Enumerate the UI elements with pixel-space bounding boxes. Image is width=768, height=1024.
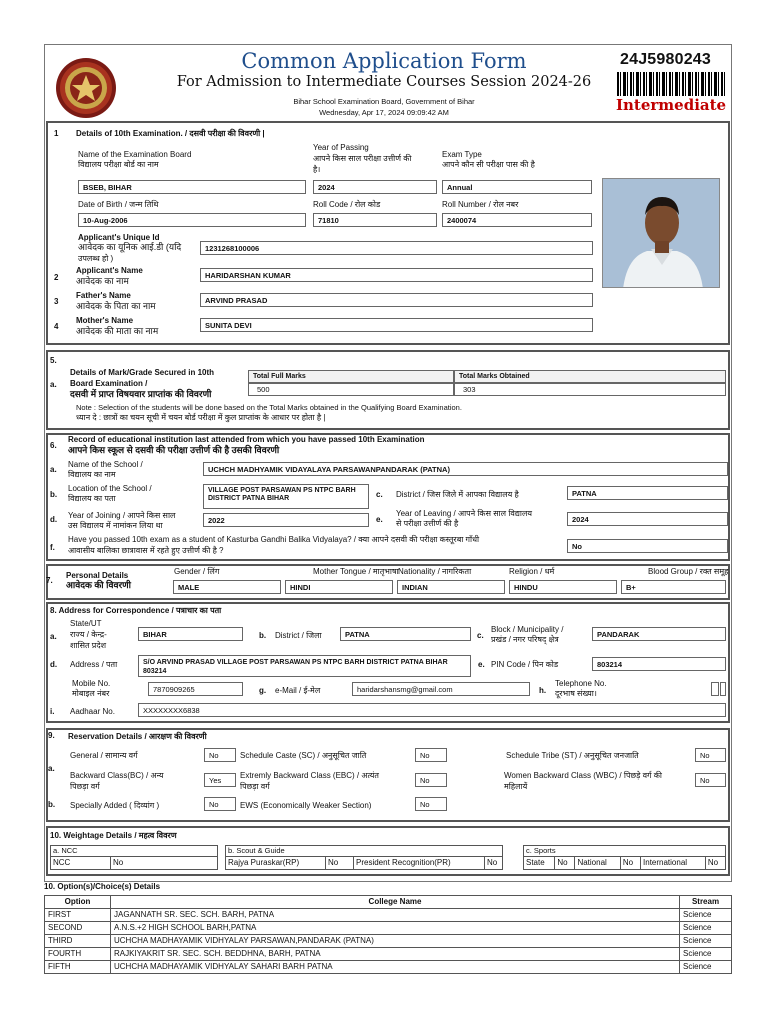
school-location-label: Location of the School / xyxy=(68,484,152,493)
state-field: BIHAR xyxy=(138,627,243,641)
row-letter: a. xyxy=(50,465,57,474)
row-letter: c. xyxy=(477,631,484,640)
year-leaving-label: Year of Leaving / आपने किस साल विद्यालय xyxy=(396,509,533,518)
mother-name-label: Mother's Name xyxy=(76,316,134,325)
address-field: S/O ARVIND PRASAD VILLAGE POST PARSAWAN PS NTPC BARH DISTRICT PATNA BIHAR 803214 xyxy=(138,655,471,677)
year-leaving-label-hi: से परीक्षा उत्तीर्ण की है xyxy=(396,519,459,528)
row-letter: a. xyxy=(50,632,57,641)
roll-number-label: Roll Number / रोल नबर xyxy=(442,200,519,209)
kgbv-field: No xyxy=(567,539,728,553)
block-field: PANDARAK xyxy=(592,627,726,641)
rajya-puraskar-value: No xyxy=(326,857,354,870)
religion-field: HINDU xyxy=(509,580,617,594)
state-label: State/UT xyxy=(70,619,102,628)
marks-label-hi: दसवी में प्राप्त विषयवार प्राप्तांक की विवरणी xyxy=(70,389,212,399)
wbc-label: Women Backward Class (WBC) / पिछड़े वर्ग की xyxy=(504,771,662,780)
row-letter: c. xyxy=(376,490,383,499)
sc-label: Schedule Caste (SC) / अनुसूचित जाति xyxy=(240,751,367,760)
stream-cell: Science xyxy=(680,909,732,922)
school-location-label-hi: विद्यालय का पता xyxy=(68,494,116,503)
general-field: No xyxy=(204,748,236,762)
table-row xyxy=(45,935,732,948)
college-col-header: College Name xyxy=(111,896,680,909)
telephone-label-hi: दूरभाष संख्या। xyxy=(555,689,597,698)
telephone-field xyxy=(711,682,719,696)
board-label-hi: विद्यालय परीक्षा बोर्ड का नाम xyxy=(78,160,159,169)
exam-type-field: Annual xyxy=(442,180,592,194)
row-number: 3 xyxy=(54,297,59,306)
nationality-field: INDIAN xyxy=(397,580,505,594)
address-section-heading: 8. Address for Correspondence / पत्राचार का पता xyxy=(50,606,222,615)
marks-label: Details of Mark/Grade Secured in 10th xyxy=(70,368,215,377)
college-cell: A.N.S.+2 HIGH SCHOOL BARH,PATNA xyxy=(111,922,680,935)
mother-tongue-label: Mother Tongue / मातृभाषा xyxy=(313,567,399,576)
email-label: e-Mail / ई-मेल xyxy=(275,686,321,695)
district-label: District / जिला xyxy=(275,631,322,640)
row-number: 2 xyxy=(54,273,59,282)
international-sports-value: No xyxy=(705,857,725,870)
total-full-marks-header: Total Full Marks xyxy=(248,370,454,383)
sports-header: c. Sports xyxy=(524,846,726,857)
unique-id-field: 1231268100006 xyxy=(200,241,593,255)
person-photo-icon xyxy=(603,179,720,288)
unique-id-label-hi2: उपलब्ध हो ) xyxy=(78,254,114,263)
st-label: Schedule Tribe (ST) / अनुसूचित जनजाति xyxy=(506,751,639,760)
blood-group-field: B+ xyxy=(621,580,726,594)
unique-id-label-hi: आवेदक का यूनिक आई.डी (यदि xyxy=(78,242,182,252)
section-heading: Details of 10th Examination. / दसवी परीक्षा की विवरणी | xyxy=(76,129,265,138)
pin-code-label: PIN Code / पिन कोड xyxy=(491,660,559,669)
school-name-label: Name of the School / xyxy=(68,460,143,469)
block-label: Block / Municipality / xyxy=(491,625,564,634)
ews-field: No xyxy=(415,797,447,811)
school-section-heading: Record of educational institution last attended from which you have passed 10th Examination xyxy=(68,435,425,444)
general-label: General / सामान्य वर्ग xyxy=(70,751,138,760)
options-heading: 10. Option(s)/Choice(s) Details xyxy=(44,882,161,891)
table-row xyxy=(45,909,732,922)
option-cell: THIRD xyxy=(45,935,111,948)
telephone-label: Telephone No. xyxy=(555,679,607,688)
ncc-table xyxy=(50,845,218,870)
roll-code-field: 71810 xyxy=(313,213,437,227)
year-passing-label-hi2: है। xyxy=(313,165,321,174)
row-letter: a. xyxy=(50,380,57,389)
year-joining-field: 2022 xyxy=(203,513,369,527)
option-cell: FIRST xyxy=(45,909,111,922)
row-letter: d. xyxy=(50,515,58,524)
year-passing-field: 2024 xyxy=(313,180,437,194)
dob-label: Date of Birth / जन्म तिथि xyxy=(78,200,159,209)
sports-table xyxy=(523,845,726,870)
exam-board-field: BSEB, BIHAR xyxy=(78,180,306,194)
special-added-field: No xyxy=(204,797,236,811)
national-sports-value: No xyxy=(620,857,640,870)
roll-code-label: Roll Code / रोल कोड xyxy=(313,200,381,209)
row-letter: a. xyxy=(48,764,55,773)
st-field: No xyxy=(695,748,726,762)
option-cell: FOURTH xyxy=(45,948,111,961)
total-marks-obtained-value: 303 xyxy=(454,383,726,396)
option-cell: FIFTH xyxy=(45,961,111,974)
personal-details-label: Personal Details xyxy=(66,571,129,580)
dob-field: 10-Aug-2006 xyxy=(78,213,306,227)
applicant-name-field: HARIDARSHAN KUMAR xyxy=(200,268,593,282)
form-title: Common Application Form xyxy=(241,49,527,73)
mother-name-label-hi: आवेदक की माता का नाम xyxy=(76,326,159,336)
wbc-label-hi: महिलायें xyxy=(504,782,528,791)
email-field: haridarshansmg@gmail.com xyxy=(352,682,530,696)
total-full-marks-value: 500 xyxy=(248,383,454,396)
table-row xyxy=(45,948,732,961)
district-field: PATNA xyxy=(340,627,471,641)
school-district-field: PATNA xyxy=(567,486,728,500)
marks-label-2: Board Examination / xyxy=(70,379,148,388)
options-table xyxy=(44,895,732,974)
father-name-label: Father's Name xyxy=(76,291,131,300)
row-number: 4 xyxy=(54,322,59,331)
president-recognition-label: President Recognition(PR) xyxy=(354,857,485,870)
row-letter: b. xyxy=(259,631,267,640)
option-col-header: Option xyxy=(45,896,111,909)
aadhaar-label: Aadhaar No. xyxy=(70,707,115,716)
block-label-hi: प्रखंड / नगर परिषद् क्षेत्र xyxy=(491,635,559,644)
year-joining-label: Year of Joining / आपने किस साल xyxy=(68,511,176,520)
board-label: Name of the Examination Board xyxy=(78,150,192,159)
bc-field: Yes xyxy=(204,773,236,787)
nationality-label: Nationality / नागरिकता xyxy=(398,567,472,576)
ebc-label: Extremly Backward Class (EBC) / अत्यंत xyxy=(240,771,379,780)
school-location-field: VILLAGE POST PARSAWAN PS NTPC BARH DISTRICT PATNA BIHAR xyxy=(203,484,369,509)
stream-cell: Science xyxy=(680,935,732,948)
mobile-label-hi: मोबाइल नंबर xyxy=(72,689,110,698)
applicant-photo xyxy=(602,178,720,288)
row-letter: i. xyxy=(50,707,55,716)
kgbv-question-hi: आवासीय बालिका छात्रावास में रहते हुए उत्तीर्ण की है ? xyxy=(68,546,224,555)
year-passing-label-hi: आपने किस साल परीक्षा उत्तीर्ण की xyxy=(313,154,412,163)
college-cell: JAGANNATH SR. SEC. SCH. BARH, PATNA xyxy=(111,909,680,922)
blood-group-label: Blood Group / रक्त समूह xyxy=(648,567,729,576)
college-cell: RAJKIYAKRIT SR. SEC. SCH. BEDDHNA, BARH, PATNA xyxy=(111,948,680,961)
school-name-field: UCHCH MADHYAMIK VIDAYALAYA PARSAWANPANDARAK (PATNA) xyxy=(203,462,728,476)
gender-label: Gender / लिंग xyxy=(174,567,220,576)
mother-name-field: SUNITA DEVI xyxy=(200,318,593,332)
mobile-field: 7870909265 xyxy=(148,682,243,696)
stream-cell: Science xyxy=(680,948,732,961)
ebc-field: No xyxy=(415,773,447,787)
college-cell: UCHCHA MADHAYAMIK VIDHYALAY PARSAWAN,PANDARAK (PATNA) xyxy=(111,935,680,948)
row-letter: g. xyxy=(259,686,267,695)
option-cell: SECOND xyxy=(45,922,111,935)
wbc-field: No xyxy=(695,773,726,787)
exam-type-label-hi: आपने कौन सी परीक्षा पास की है xyxy=(442,160,535,169)
applicant-name-label: Applicant's Name xyxy=(76,266,143,275)
section-number: 1 xyxy=(54,129,59,138)
state-label-hi: राज्य / केन्द्र- xyxy=(70,630,107,639)
selection-note: Note : Selection of the students will be done based on the Total Marks obtained in the Qualifying Board Examination. xyxy=(76,403,462,412)
international-sports-label: International xyxy=(641,857,706,870)
section-number: 9. xyxy=(48,731,55,740)
aadhaar-field: XXXXXXXX6838 xyxy=(138,703,726,717)
ncc-label: NCC xyxy=(51,857,111,870)
ncc-value: No xyxy=(111,857,218,870)
reservation-heading: Reservation Details / आरक्षण की विवरणी xyxy=(68,732,207,741)
sc-field: No xyxy=(415,748,447,762)
religion-label: Religion / धर्म xyxy=(509,567,555,576)
row-letter: e. xyxy=(478,660,485,669)
exam-type-label: Exam Type xyxy=(442,150,482,159)
state-sports-label: State xyxy=(524,857,555,870)
school-district-label: District / जिस जिले में आपका विद्यालय है xyxy=(396,490,519,499)
national-sports-label: National xyxy=(575,857,620,870)
state-label-hi2: शासित प्रदेश xyxy=(70,641,107,650)
personal-details-label-hi: आवेदक की विवरणी xyxy=(66,580,131,590)
state-sports-value: No xyxy=(555,857,575,870)
stream-type-label: Intermediate xyxy=(616,96,727,114)
stream-col-header: Stream xyxy=(680,896,732,909)
ebc-label-hi: पिछड़ा वर्ग xyxy=(240,782,270,791)
section-number: 7. xyxy=(46,576,53,585)
year-leaving-field: 2024 xyxy=(567,512,728,526)
president-recognition-value: No xyxy=(485,857,503,870)
bc-label-hi: पिछड़ा वर्ग xyxy=(70,782,100,791)
section-number: 6. xyxy=(50,441,57,450)
college-cell: UCHCHA MADHAYAMIK VIDHYALAY SAHARI BARH PATNA xyxy=(111,961,680,974)
rajya-puraskar-label: Rajya Puraskar(RP) xyxy=(226,857,326,870)
row-letter: b. xyxy=(48,800,56,809)
table-row xyxy=(45,922,732,935)
gender-field: MALE xyxy=(173,580,281,594)
weightage-heading: 10. Weightage Details / महत्व विवरण xyxy=(50,831,177,840)
father-name-field: ARVIND PRASAD xyxy=(200,293,593,307)
print-datetime: Wednesday, Apr 17, 2024 09:09:42 AM xyxy=(319,108,449,117)
school-section-heading-hi: आपने किस स्कूल से दसवी की परीक्षा उत्तीर्ण की है उसकी विवरणी xyxy=(68,445,280,455)
row-letter: d. xyxy=(50,660,58,669)
row-letter: h. xyxy=(539,686,547,695)
row-letter: f. xyxy=(50,543,55,552)
table-row xyxy=(45,961,732,974)
stream-cell: Science xyxy=(680,922,732,935)
row-letter: b. xyxy=(50,490,58,499)
pin-code-field: 803214 xyxy=(592,657,726,671)
row-letter: e. xyxy=(376,515,383,524)
applicant-name-label-hi: आवेदक का नाम xyxy=(76,276,129,286)
stream-cell: Science xyxy=(680,961,732,974)
bc-label: Backward Class(BC) / अन्य xyxy=(70,771,164,780)
school-name-label-hi: विद्यालय का नाम xyxy=(68,470,116,479)
mobile-label: Mobile No. xyxy=(72,679,111,688)
mother-tongue-field: HINDI xyxy=(285,580,393,594)
kgbv-question: Have you passed 10th exam as a student of Kasturba Gandhi Balika Vidyalaya? / क्या आपने दसवी की परीक्षा कस्तूरबा गाँधी xyxy=(68,535,480,544)
address-label: Address / पता xyxy=(70,660,118,669)
special-added-label: Specially Added ( दिव्यांग ) xyxy=(70,801,160,810)
total-marks-obtained-header: Total Marks Obtained xyxy=(454,370,726,383)
board-name: Bihar School Examination Board, Government of Bihar xyxy=(293,97,475,106)
father-name-label-hi: आवेदक के पिता का नाम xyxy=(76,301,156,311)
roll-number-field: 2400074 xyxy=(442,213,592,227)
unique-id-label: Applicant's Unique Id xyxy=(78,233,160,242)
scout-guide-table xyxy=(225,845,503,870)
scout-header: b. Scout & Guide xyxy=(226,846,503,857)
year-joining-label-hi: उस विद्यालय में नामांकन लिया था xyxy=(68,521,163,530)
application-number: 24J5980243 xyxy=(620,51,711,68)
form-subtitle: For Admission to Intermediate Courses Session 2024-26 xyxy=(176,74,592,90)
ews-label: EWS (Economically Weaker Section) xyxy=(240,801,372,810)
selection-note-hi: ध्यान दे : छात्रों का चयन सूची में चयन बोर्ड परीक्षा में कुल प्राप्तांक के आधार पर होता है | xyxy=(76,413,326,422)
section-number: 5. xyxy=(50,356,57,365)
year-passing-label: Year of Passing xyxy=(313,143,369,152)
ncc-header: a. NCC xyxy=(51,846,218,857)
telephone-field-2 xyxy=(720,682,726,696)
